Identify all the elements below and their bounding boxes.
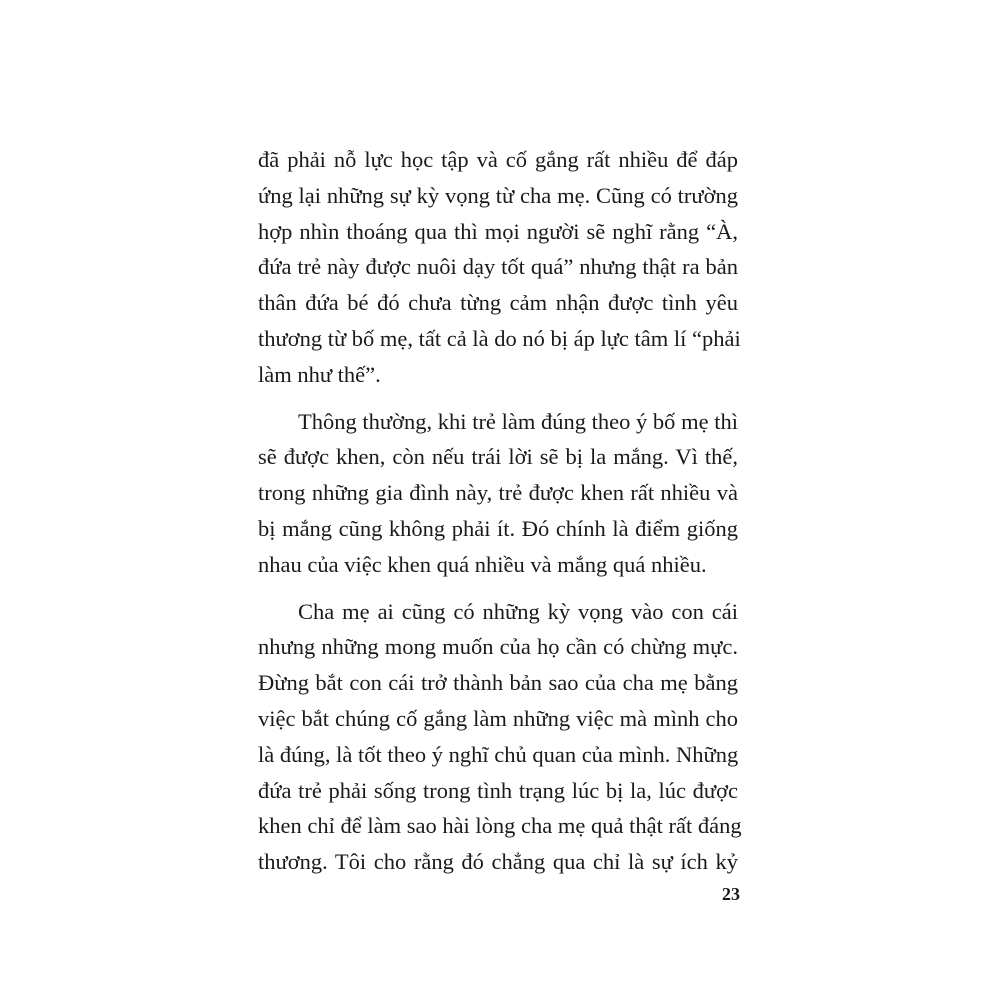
text-line: trong những gia đình này, trẻ được khen rất nhiều và [258,480,738,506]
text-line: nhưng những mong muốn của họ cần có chừng mực. [258,634,738,660]
paragraph-2 [258,404,738,583]
text-line: đứa trẻ phải sống trong tình trạng lúc bị la, lúc được [258,777,738,803]
text-line: nhau của việc khen quá nhiều và mắng quá nhiều. [258,551,707,577]
text-line: đứa trẻ này được nuôi dạy tốt quá” nhưng thật ra bản [258,254,738,280]
text-line: việc bắt chúng cố gắng làm những việc mà mình cho [258,705,738,731]
text-line: Thông thường, khi trẻ làm đúng theo ý bố mẹ thì [298,408,738,434]
text-line: đã phải nỗ lực học tập và cố gắng rất nhiều để đáp [258,147,738,172]
text-line: ứng lại những sự kỳ vọng từ cha mẹ. Cũng có trường [258,182,738,208]
text-line: bị mắng cũng không phải ít. Đó chính là điểm giống [258,515,738,541]
text-line: là đúng, là tốt theo ý nghĩ chủ quan của mình. Những [258,741,739,767]
text-line: Đừng bắt con cái trở thành bản sao của cha mẹ bằng [258,670,738,696]
text-line: Cha mẹ ai cũng có những kỳ vọng vào con cái [298,598,738,624]
text-line: sẽ được khen, còn nếu trái lời sẽ bị la mắng. Vì thế, [258,444,738,470]
text-line: thương từ bố mẹ, tất cả là do nó bị áp lực tâm lí “phải [258,325,741,351]
text-line: thương. Tôi cho rằng đó chẳng qua chỉ là sự ích kỷ [258,849,738,875]
page-number: 23 [722,884,740,904]
text-line: hợp nhìn thoáng qua thì mọi người sẽ nghĩ rằng “À, [258,218,738,244]
paragraph-1 [258,142,741,393]
text-line: thân đứa bé đó chưa từng cảm nhận được tình yêu [258,290,738,316]
paragraph-3 [258,594,742,880]
text-line: khen chỉ để làm sao hài lòng cha mẹ quả thật rất đáng [258,813,742,839]
text-line: làm như thế”. [258,361,381,387]
body-text [258,142,742,880]
